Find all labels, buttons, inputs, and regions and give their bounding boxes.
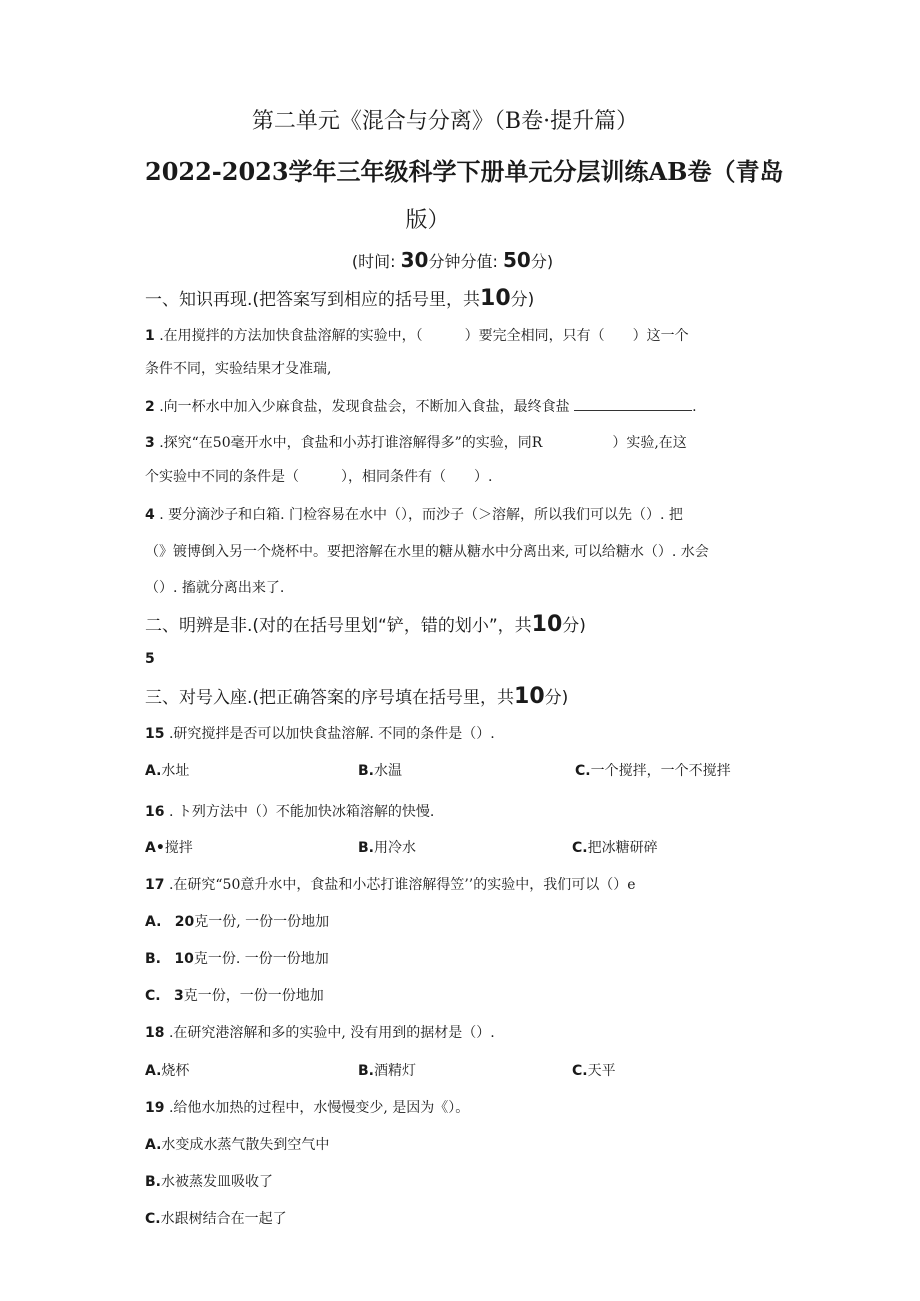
option-text: 一个搅拌，一个不搅拌 [590, 763, 731, 779]
title-line-3: 版） [405, 208, 450, 233]
question-4-line-3: （）. 搐就分离出来了. [145, 580, 285, 596]
option-text: 用冷水 [374, 840, 416, 856]
option-key: B. [145, 951, 161, 967]
question-text: .研究搅拌是否可以加快食盐溶解. 不同的条件是（）. [168, 726, 495, 742]
option-key: C. [572, 1063, 588, 1079]
option-a [145, 1060, 189, 1080]
option-b [358, 760, 402, 780]
time-minutes: 30 [400, 248, 429, 272]
option-text: 克一份，一份一份地加 [183, 988, 324, 1004]
option-b [145, 1171, 273, 1191]
question-17 [145, 874, 636, 894]
question-2 [145, 396, 697, 416]
question-3-line-1 [145, 432, 687, 452]
question-number: 15 [145, 726, 165, 742]
question-4-line-2: （》镀博倒入另一个烧杯中。要把溶解在水里的糖从糖水中分离出来, 可以给糖水（）. 水会 [145, 544, 709, 560]
time-score-info [0, 248, 905, 272]
option-text: 烧杯 [161, 1063, 190, 1079]
question-text: .给他水加热的过程中，水慢慢变少, 是因为《）。 [168, 1100, 470, 1116]
time-suffix: 分) [530, 252, 554, 271]
title-line-1: 第二单元《混合与分离》（B卷·提升篇） [251, 109, 639, 134]
time-prefix: (时间: [351, 252, 396, 271]
option-b [358, 1060, 416, 1080]
section-1-text: 一、知识再现.(把答案写到相应的括号里，共 [145, 290, 481, 310]
option-key: A. [145, 1063, 162, 1079]
option-text: 克一份, 一份一份地加 [194, 914, 330, 930]
question-text: .在研究“50意升水中，食盐和小芯打谁溶解得笠’’的实验中，我们可以（）e [168, 877, 636, 893]
option-key: B. [145, 1174, 161, 1190]
title-line-2: 2022-2023学年三年级科学下册单元分层训练AB卷（青岛 [145, 157, 784, 186]
option-text: 搅拌 [164, 840, 193, 856]
option-a [145, 837, 193, 857]
option-key: C. [572, 840, 588, 856]
question-text: .在用搅拌的方法加快食盐溶解的实验中，（ ）要完全相同，只有（ ）这一个 [159, 328, 689, 344]
section-1-points: 10 [480, 286, 511, 311]
question-15 [145, 723, 495, 743]
section-3-points: 10 [514, 684, 545, 709]
section-3-heading [145, 683, 568, 709]
option-c [145, 1208, 287, 1228]
section-2-points: 10 [531, 612, 563, 637]
option-c [145, 985, 324, 1005]
option-key: A. [145, 763, 162, 779]
question-end: . [692, 399, 697, 415]
option-number: 3 [173, 988, 184, 1004]
section-1-unit: 分) [510, 290, 535, 310]
option-text: 把冰糖研碎 [587, 840, 658, 856]
option-key: A. [145, 1137, 162, 1153]
option-text: 酒精灯 [374, 1063, 416, 1079]
option-number: 20 [174, 914, 195, 930]
section-1-heading [145, 285, 534, 311]
question-1-line-2: 条件不同，实验结果才殳准瑞, [145, 361, 332, 377]
option-a [145, 911, 329, 931]
question-4-line-1 [145, 504, 683, 524]
option-a [145, 760, 189, 780]
answer-blank [574, 398, 692, 411]
question-text: . 要分滴沙子和白箱. 门检容易在水中（），而沙子（＞溶解，所以我们可以先（）. 把 [159, 507, 683, 523]
option-key: B. [358, 1063, 374, 1079]
total-score: 50 [502, 248, 531, 272]
section-3-unit: 分) [544, 688, 569, 708]
option-text: 水变成水蒸气散失到空气中 [161, 1137, 330, 1153]
question-number: 3 [145, 435, 155, 451]
question-19 [145, 1097, 469, 1117]
option-key: A• [145, 840, 165, 856]
question-number: 17 [145, 877, 165, 893]
option-number: 10 [174, 951, 194, 967]
section-2-unit: 分) [562, 616, 586, 636]
option-key: C. [145, 988, 161, 1004]
option-key: B. [358, 763, 374, 779]
question-16 [145, 801, 434, 821]
option-a [145, 1134, 329, 1154]
question-number: 2 [145, 399, 155, 415]
section-2-heading [145, 611, 586, 637]
question-text: . ト列方法中（）不能加快冰箱溶解的快慢. [168, 804, 435, 820]
question-number: 4 [145, 507, 155, 523]
option-c [575, 760, 731, 780]
section-3-text: 三、对号入座.(把正确答案的序号填在括号里，共 [145, 688, 515, 708]
option-c [572, 837, 658, 857]
question-text: .在研究港溶解和多的实验中, 没有用到的据材是（）. [168, 1025, 495, 1041]
option-text: 水跟树结合在一起了 [160, 1211, 287, 1227]
question-number: 19 [145, 1100, 165, 1116]
option-key: C. [575, 763, 591, 779]
option-key: C. [145, 1211, 161, 1227]
question-number: 1 [145, 328, 155, 344]
question-3-line-2: 个实验中不同的条件是（ ），相同条件有（ ）. [145, 469, 493, 485]
question-text: .向一杯水中加入少麻食盐，发现食盐会，不断加入食盐，最终食盐 [159, 399, 570, 415]
section-2-item: 5 [145, 651, 155, 667]
option-key: A. [145, 914, 162, 930]
question-text-cont: ）实验,在这 [612, 435, 687, 451]
option-text: 水址 [161, 763, 190, 779]
option-text: 克一份. 一份一份地加 [193, 951, 329, 967]
option-text: 水被蒸发皿吸收了 [161, 1174, 273, 1190]
option-text: 水温 [374, 763, 402, 779]
time-mid: 分钟分值: [428, 252, 498, 271]
option-b [145, 948, 329, 968]
section-2-text: 二、明辨是非.(对的在括号里划“铲，错的划小”，共 [145, 616, 532, 636]
question-number: 18 [145, 1025, 165, 1041]
option-key: B. [358, 840, 374, 856]
question-number: 16 [145, 804, 165, 820]
option-b [358, 837, 416, 857]
question-1-line-1 [145, 325, 689, 345]
option-text: 天平 [587, 1063, 616, 1079]
question-text: .探究“在50毫开水中，食盐和小苏打谁溶解得多”的实验，同R [159, 435, 543, 451]
option-c [572, 1060, 616, 1080]
question-18 [145, 1022, 495, 1042]
